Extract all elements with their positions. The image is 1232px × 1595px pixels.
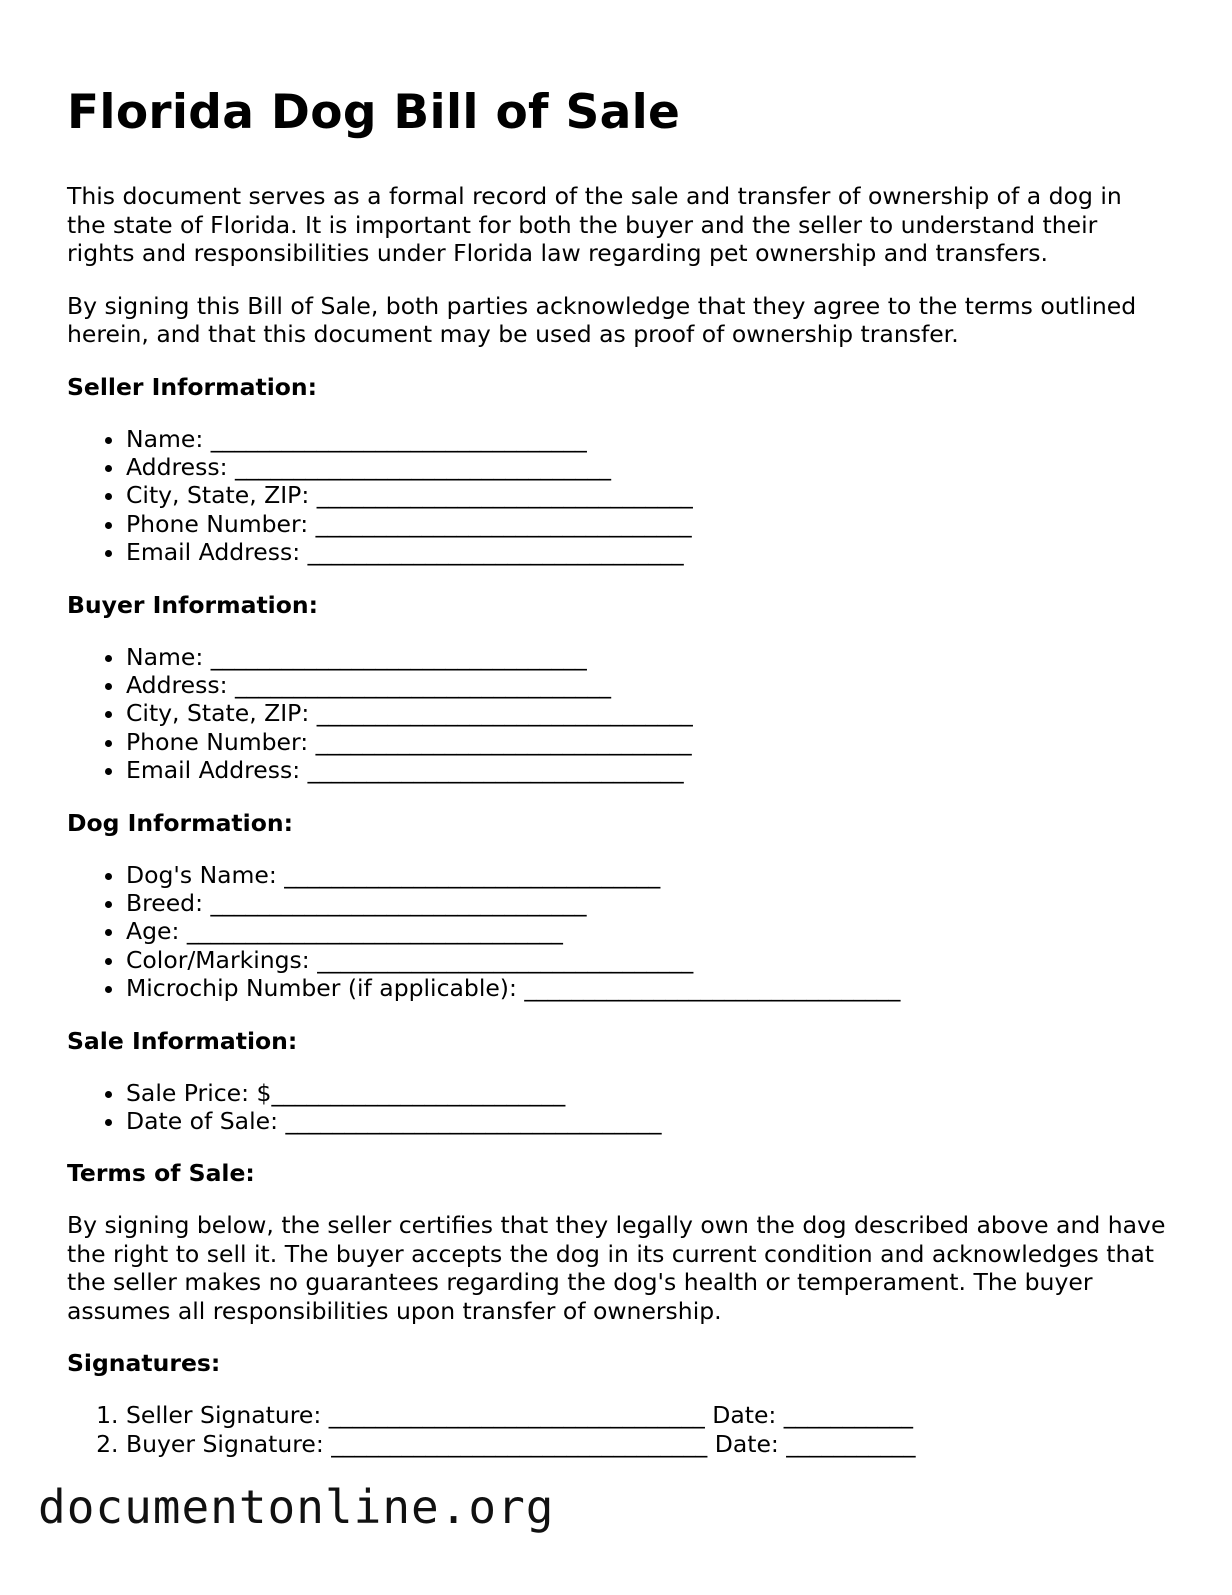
dog-microchip-field[interactable]: • Microchip Number (if applicable): ________________________________ (126, 974, 1167, 1002)
dog-breed-field[interactable]: • Breed: ________________________________ (126, 889, 1167, 917)
seller-phone-field[interactable]: • Phone Number: ________________________________ (126, 510, 1167, 538)
watermark-footer: documentonline.org (38, 1480, 555, 1534)
dog-age-field[interactable]: • Age: ________________________________ (126, 917, 1167, 945)
buyer-email-field[interactable]: • Email Address: ________________________________ (126, 756, 1167, 784)
dog-heading: Dog Information: (67, 808, 293, 837)
buyer-heading: Buyer Information: (67, 590, 319, 619)
sale-heading: Sale Information: (67, 1026, 298, 1055)
seller-heading: Seller Information: (67, 372, 318, 401)
seller-signature-line[interactable]: 1. Seller Signature: ________________________________ Date: ___________ (126, 1401, 1167, 1429)
seller-address-field[interactable]: • Address: ________________________________ (126, 453, 1167, 481)
sale-fields (67, 1079, 1167, 1136)
acknowledgment-paragraph: By signing this Bill of Sale, both parties acknowledge that they agree to the terms outlined herein, and that this document may be used as proof of ownership transfer. (67, 291, 1137, 348)
seller-city-state-zip-field[interactable]: • City, State, ZIP: ________________________________ (126, 481, 1167, 509)
buyer-name-field[interactable]: • Name: ________________________________ (126, 643, 1167, 671)
seller-fields (67, 425, 1167, 567)
dog-fields (67, 861, 1167, 1003)
terms-heading: Terms of Sale: (67, 1159, 255, 1188)
dog-name-field[interactable]: • Dog's Name: ________________________________ (126, 861, 1167, 889)
buyer-phone-field[interactable]: • Phone Number: ________________________________ (126, 728, 1167, 756)
buyer-signature-line[interactable]: 2. Buyer Signature: ________________________________ Date: ___________ (126, 1430, 1167, 1458)
sale-price-field[interactable]: • Sale Price: $_________________________ (126, 1079, 1167, 1107)
intro-paragraph: This document serves as a formal record of the sale and transfer of ownership of a dog in the state of Florida. It is important for both the buyer and the seller to understand their rights and responsibilities under Florida law regarding pet ownership and transfers. (67, 182, 1122, 267)
buyer-address-field[interactable]: • Address: ________________________________ (126, 671, 1167, 699)
buyer-fields (67, 643, 1167, 785)
document-page (67, 80, 1167, 1482)
signature-list (67, 1401, 1167, 1458)
sale-date-field[interactable]: • Date of Sale: ________________________________ (126, 1107, 1167, 1135)
dog-color-field[interactable]: • Color/Markings: ________________________________ (126, 946, 1167, 974)
terms-paragraph: By signing below, the seller certifies that they legally own the dog described above and have the right to sell it. The buyer accepts the dog in its current condition and acknowledges that the seller makes no guarantees regarding the dog's health or temperament. The buyer assumes all responsibilities upon transfer of ownership. (67, 1211, 1166, 1325)
seller-name-field[interactable]: • Name: ________________________________ (126, 425, 1167, 453)
page-title: Florida Dog Bill of Sale (67, 85, 681, 140)
seller-email-field[interactable]: • Email Address: ________________________________ (126, 538, 1167, 566)
buyer-city-state-zip-field[interactable]: • City, State, ZIP: ________________________________ (126, 699, 1167, 727)
signatures-heading: Signatures: (67, 1349, 221, 1378)
